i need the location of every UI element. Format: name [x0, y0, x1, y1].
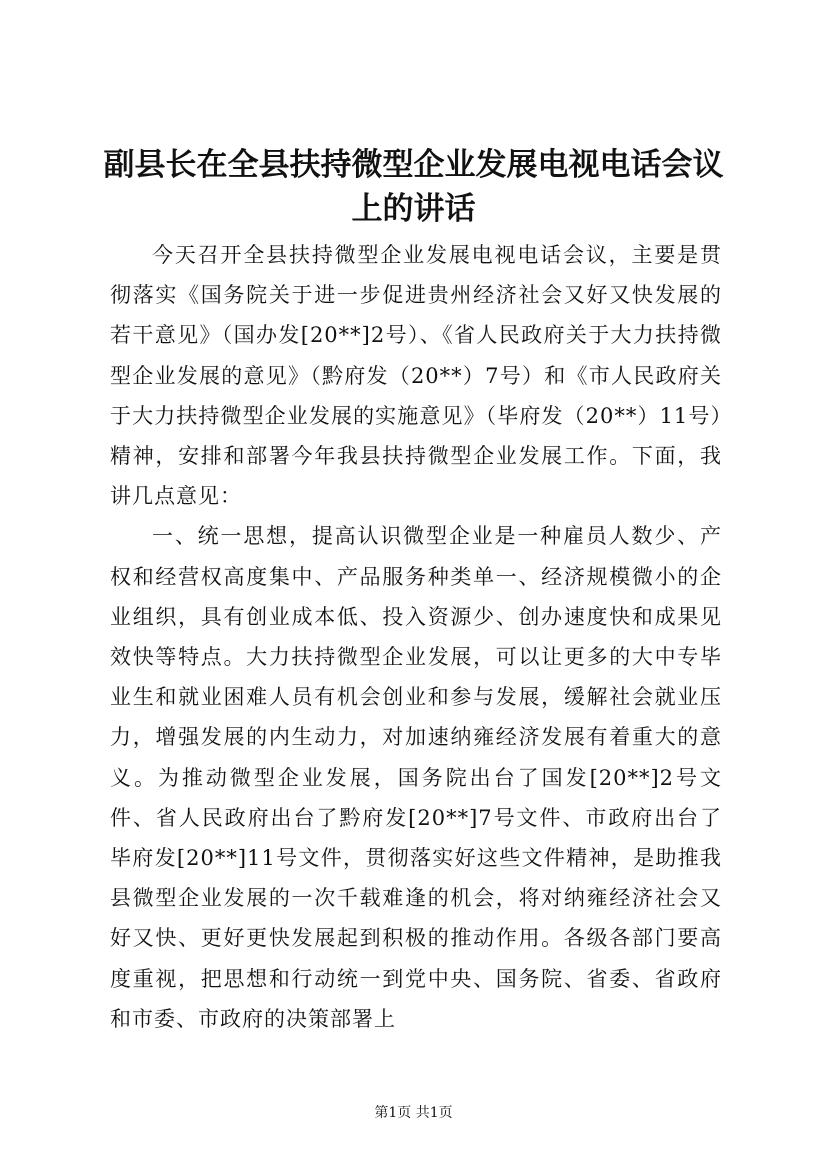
- document-body: [110, 235, 722, 1039]
- paragraph-section-one: 一、统一思想，提高认识微型企业是一种雇员人数少、产权和经营权高度集中、产品服务种类单一、经济规模微小的企业组织，具有创业成本低、投入资源少、创办速度快和成果见效快等特点。大力扶持微型企业发展，可以让更多的大中专毕业生和就业困难人员有机会创业和参与发展，缓解社会就业压力，增强发展的内生动力，对加速纳雍经济发展有着重大的意义。为推动微型企业发展，国务院出台了国发[20**]2号文件、省人民政府出台了黔府发[20**]7号文件、市政府出台了毕府发[20**]11号文件，贯彻落实好这些文件精神，是助推我县微型企业发展的一次千载难逢的机会，将对纳雍经济社会又好又快、更好更快发展起到积极的推动作用。各级各部门要高度重视，把思想和行动统一到党中央、国务院、省委、省政府和市委、市政府的决策部署上: [110, 524, 722, 1031]
- paragraph-intro: 今天召开全县扶持微型企业发展电视电话会议，主要是贯彻落实《国务院关于进一步促进贵州经济社会又好又快发展的若干意见》（国办发[20**]2号）、《省人民政府关于大力扶持微型企业发展的意见》（黔府发（20**）7号）和《市人民政府关于大力扶持微型企业发展的实施意见》（毕府发（20**）11号）精神，安排和部署今年我县扶持微型企业发展工作。下面，我讲几点意见：: [110, 243, 722, 509]
- document-title: 副县长在全县扶持微型企业发展电视电话会议上的讲话: [103, 147, 724, 227]
- page-number-footer: 第1页 共1页: [374, 1105, 453, 1121]
